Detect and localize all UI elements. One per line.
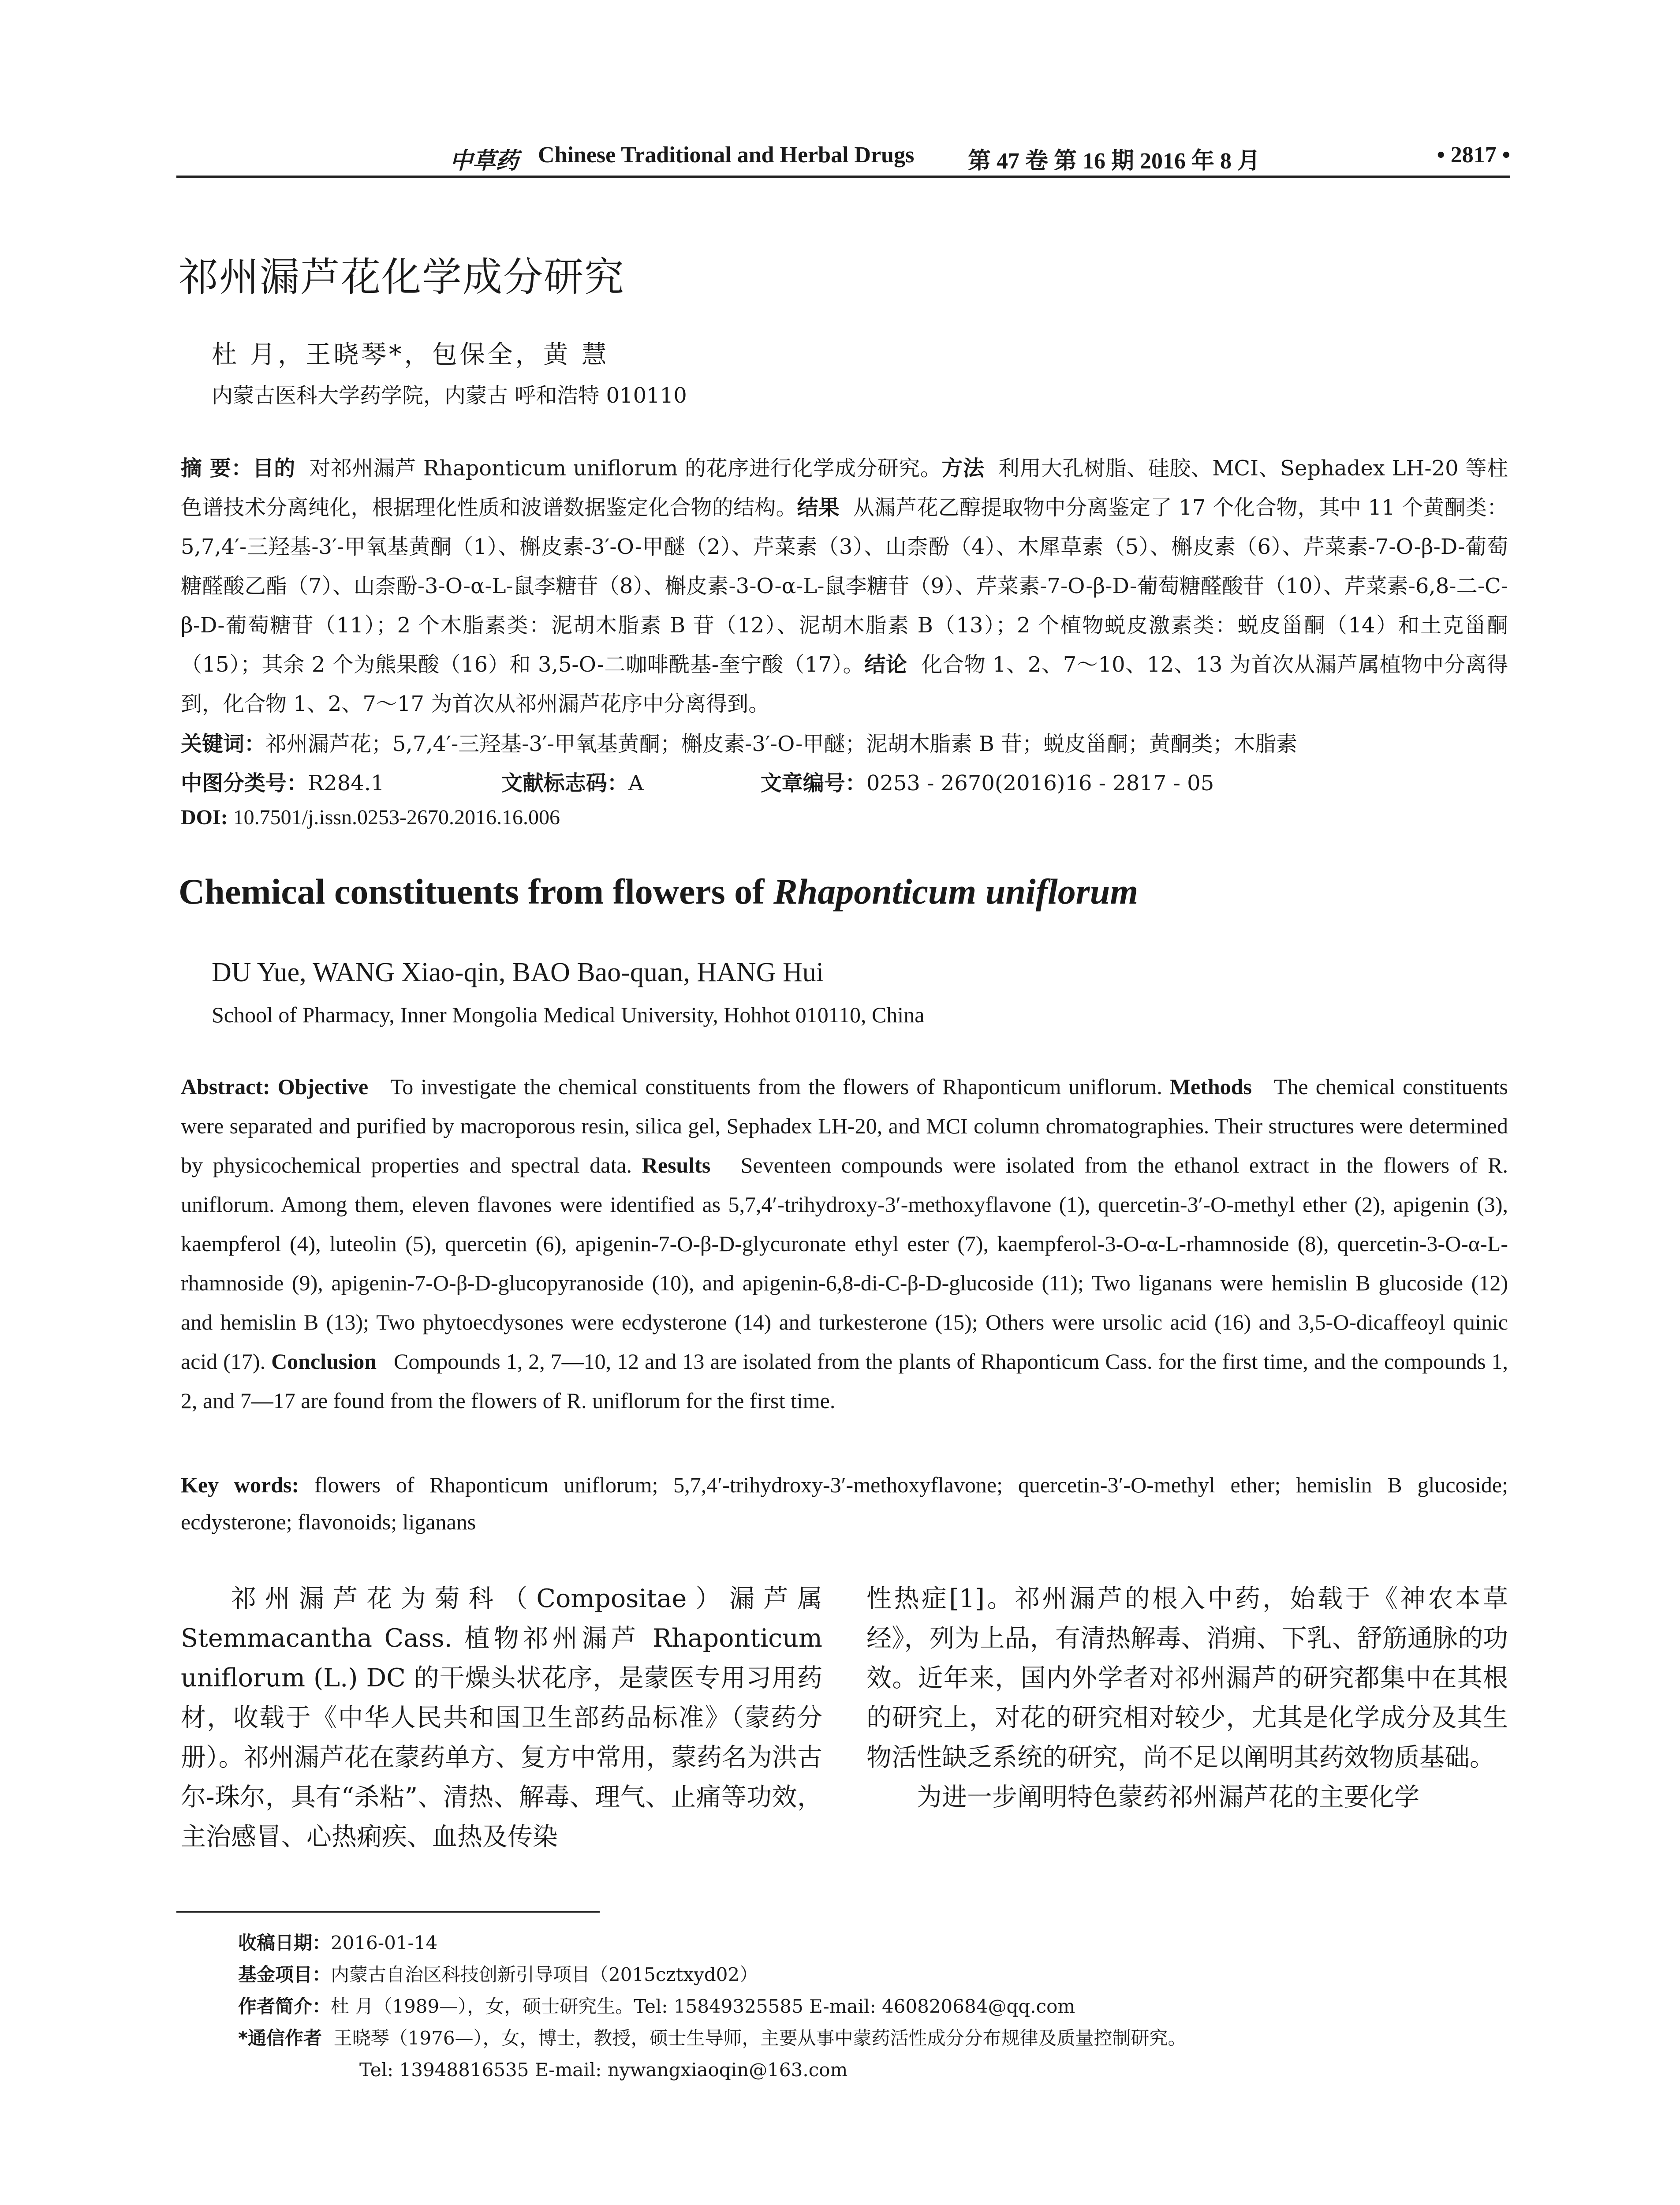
- keywords-en: [181, 1466, 1508, 1540]
- keywords-cn-text: 祁州漏芦花；5,7,4′-三羟基-3′-甲氧基黄酮；槲皮素-3′-O-甲醚；泥胡木脂素 B 苷；蜕皮甾酮；黄酮类；木脂素: [265, 732, 1298, 756]
- fund-text: 内蒙古自治区科技创新引导项目（2015cztxyd02）: [331, 1964, 758, 1985]
- keywords-cn-label: 关键词：: [181, 732, 266, 756]
- conclusion-label-en: Conclusion: [271, 1349, 377, 1374]
- methods-en: The chemical constituents were separated and purified by macroporous resin, silica gel, Sephadex LH-20, and MCI column chromatographies. Their structures were determined by physicochemical properties and spectral data.: [181, 1074, 1508, 1177]
- authors-cn: 杜 月，王晓琴*，包保全，黄 慧: [212, 340, 609, 369]
- body-paragraph-1-continued: 性热症[1]。祁州漏芦的根入中药，始载于《神农本草经》，列为上品，有清热解毒、消痈、下乳、舒筋通脉的功效。近年来，国内外学者对祁州漏芦的研究都集中在其根的研究上，对花的研究相对较少，尤其是化学成分及其生物活性缺乏系统的研究，尚不足以阐明其药效物质基础。: [866, 1584, 1508, 1772]
- fund-label: 基金项目：: [238, 1964, 331, 1985]
- running-header: [176, 138, 1510, 177]
- doc-code-value: A: [628, 771, 644, 796]
- objective-label-cn: 目的: [252, 456, 295, 481]
- journal-name-cn: 中草药: [450, 149, 519, 174]
- affiliation-cn: 内蒙古医科大学药学院，内蒙古 呼和浩特 010110: [212, 383, 687, 408]
- keywords-en-text: flowers of Rhaponticum uniflorum; 5,7,4′-trihydroxy-3′-methoxyflavone; quercetin-3′-O-methyl ether; hemislin B glucoside; ecdysterone; flavonoids; liganans: [181, 1472, 1508, 1534]
- conclusion-en: Compounds 1, 2, 7—10, 12 and 13 are isolated from the plants of Rhaponticum Cass. for the first time, and the compounds 1, 2, and 7—17 are found from the flowers of R. uniflorum for the first time.: [181, 1349, 1508, 1413]
- author-bio-label: 作者简介：: [238, 1996, 331, 2017]
- abstract-cn-label: 摘 要：: [181, 456, 253, 481]
- doi-value: 10.7501/j.issn.0253-2670.2016.16.006: [233, 806, 560, 829]
- objective-en: To investigate the chemical constituents from the flowers of Rhaponticum uniflorum.: [390, 1074, 1162, 1099]
- footnote-author: [238, 1991, 1187, 2022]
- classification-row: [181, 766, 1214, 796]
- title-en: [179, 871, 1138, 912]
- results-en: Seventeen compounds were isolated from the ethanol extract in the flowers of R. uniflorum. Among them, eleven flavones were identified as 5,7,4′-trihydroxy-3′-methoxyflavone (1), quercetin-3′-O-methyl ether (2), apigenin (3), kaempferol (4), luteolin (5), quercetin (6), apigenin-7-O-β-D-glycuronate ethyl ester (7), kaempferol-3-O-α-L-rhamnoside (8), quercetin-3-O-α-L-rhamnoside (9), apigenin-7-O-β-D-glucopyranoside (10), and apigenin-6,8-di-C-β-D-glucoside (11); Two liganans were hemislin B glucoside (12) and hemislin B (13); Two phytoecdysones were ecdysterone (14) and turkesterone (15); Others were ursolic acid (16) and 3,5-O-dicaffeoyl quinic acid (17).: [181, 1153, 1508, 1374]
- article-no-value: 0253 - 2670(2016)16 - 2817 - 05: [866, 771, 1214, 796]
- abstract-en-label: Abstract:: [181, 1074, 270, 1099]
- authors-en: DU Yue, WANG Xiao-qin, BAO Bao-quan, HANG Hui: [212, 957, 824, 987]
- conclusion-cn: 化合物 1、2、7～10、12、13 为首次从漏芦属植物中分离得到，化合物 1、2、7～17 为首次从祁州漏芦花序中分离得到。: [181, 652, 1508, 716]
- author-bio-text: 杜 月（1989—），女，硕士研究生。Tel: 15849325585 E-mail: 460820684@qq.com: [331, 1996, 1075, 2017]
- results-label-cn: 结果: [797, 495, 840, 520]
- footnotes: [238, 1927, 1187, 2086]
- footnote-rule: [176, 1911, 600, 1913]
- journal-name-en: Chinese Traditional and Herbal Drugs: [538, 142, 915, 168]
- doi-row: [181, 805, 560, 830]
- clc-value: R284.1: [308, 771, 385, 796]
- received-date: 2016-01-14: [331, 1932, 438, 1954]
- doi-label: DOI:: [181, 806, 228, 829]
- body-paragraph-1: 祁州漏芦花为菊科（Compositae）漏芦属 Stemmacantha Cass. 植物祁州漏芦 Rhaponticum uniflorum (L.) DC 的干燥头状花序，是蒙医专用习用药材，收载于《中华人民共和国卫生部药品标准》（蒙药分册）。祁州漏芦花在蒙药单方、复方中常用，蒙药名为洪古尔-珠尔，具有“杀粘”、清热、解毒、理气、止痛等功效，主治感冒、心热痢疾、血热及传染: [181, 1584, 822, 1851]
- keywords-en-label: Key words:: [181, 1472, 299, 1497]
- received-label: 收稿日期：: [238, 1932, 331, 1954]
- footnote-received: [238, 1927, 1187, 1959]
- issue-info: 第 47 卷 第 16 期 2016 年 8 月: [968, 149, 1261, 174]
- abstract-cn: [181, 449, 1508, 724]
- title-en-main: Chemical constituents from flowers of: [179, 871, 773, 912]
- header-rule: [176, 176, 1510, 178]
- objective-cn: 对祁州漏芦 Rhaponticum uniflorum 的花序进行化学成分研究。: [309, 456, 942, 481]
- results-cn: 从漏芦花乙醇提取物中分离鉴定了 17 个化合物，其中 11 个黄酮类：5,7,4′-三羟基-3′-甲氧基黄酮（1）、槲皮素-3′-O-甲醚（2）、芹菜素（3）、山柰酚（4）、木犀草素（5）、槲皮素（6）、芹菜素-7-O-β-D-葡萄糖醛酸乙酯（7）、山柰酚-3-O-α-L-鼠李糖苷（8）、槲皮素-3-O-α-L-鼠李糖苷（9）、芹菜素-7-O-β-D-葡萄糖醛酸苷（10）、芹菜素-6,8-二-C-β-D-葡萄糖苷（11）；2 个木脂素类：泥胡木脂素 B 苷（12）、泥胡木脂素 B（13）；2 个植物蜕皮激素类：蜕皮甾酮（14）和土克甾酮（15）；其余 2 个为熊果酸（16）和 3,5-O-二咖啡酰基-奎宁酸（17）。: [181, 495, 1508, 677]
- methods-cn: 利用大孔树脂、硅胶、MCI、Sephadex LH-20 等柱色谱技术分离纯化，根据理化性质和波谱数据鉴定化合物的结构。: [181, 456, 1508, 520]
- results-label-en: Results: [642, 1153, 711, 1177]
- abstract-en: [181, 1067, 1508, 1420]
- corresponding-label: *通信作者: [238, 2027, 322, 2049]
- keywords-cn: [181, 727, 1297, 757]
- corresponding-text: 王晓琴（1976—），女，博士，教授，硕士生导师，主要从事中蒙药活性成分分布规律及质量控制研究。: [333, 2027, 1187, 2049]
- footnote-corresponding: [238, 2022, 1187, 2054]
- body-paragraph-2: 为进一步阐明特色蒙药祁州漏芦花的主要化学: [917, 1783, 1419, 1812]
- methods-label-cn: 方法: [941, 456, 985, 481]
- conclusion-label-cn: 结论: [864, 652, 907, 677]
- doc-code-label: 文献标志码：: [501, 771, 628, 796]
- article-no-label: 文章编号：: [760, 771, 866, 796]
- footnote-fund: [238, 1959, 1187, 1991]
- methods-label-en: Methods: [1169, 1074, 1252, 1099]
- title-en-species: Rhaponticum uniflorum: [773, 871, 1139, 912]
- clc-label: 中图分类号：: [181, 771, 308, 796]
- affiliation-en: School of Pharmacy, Inner Mongolia Medical University, Hohhot 010110, China: [212, 1002, 925, 1027]
- body-column-right: [866, 1579, 1508, 1817]
- page-number: • 2817 •: [1437, 142, 1510, 168]
- body-column-left: [181, 1579, 822, 1857]
- corresponding-contact: Tel: 13948816535 E-mail: nywangxiaoqin@163.com: [359, 2059, 848, 2081]
- objective-label-en: Objective: [277, 1074, 369, 1099]
- title-cn: 祁州漏芦花化学成分研究: [179, 254, 625, 300]
